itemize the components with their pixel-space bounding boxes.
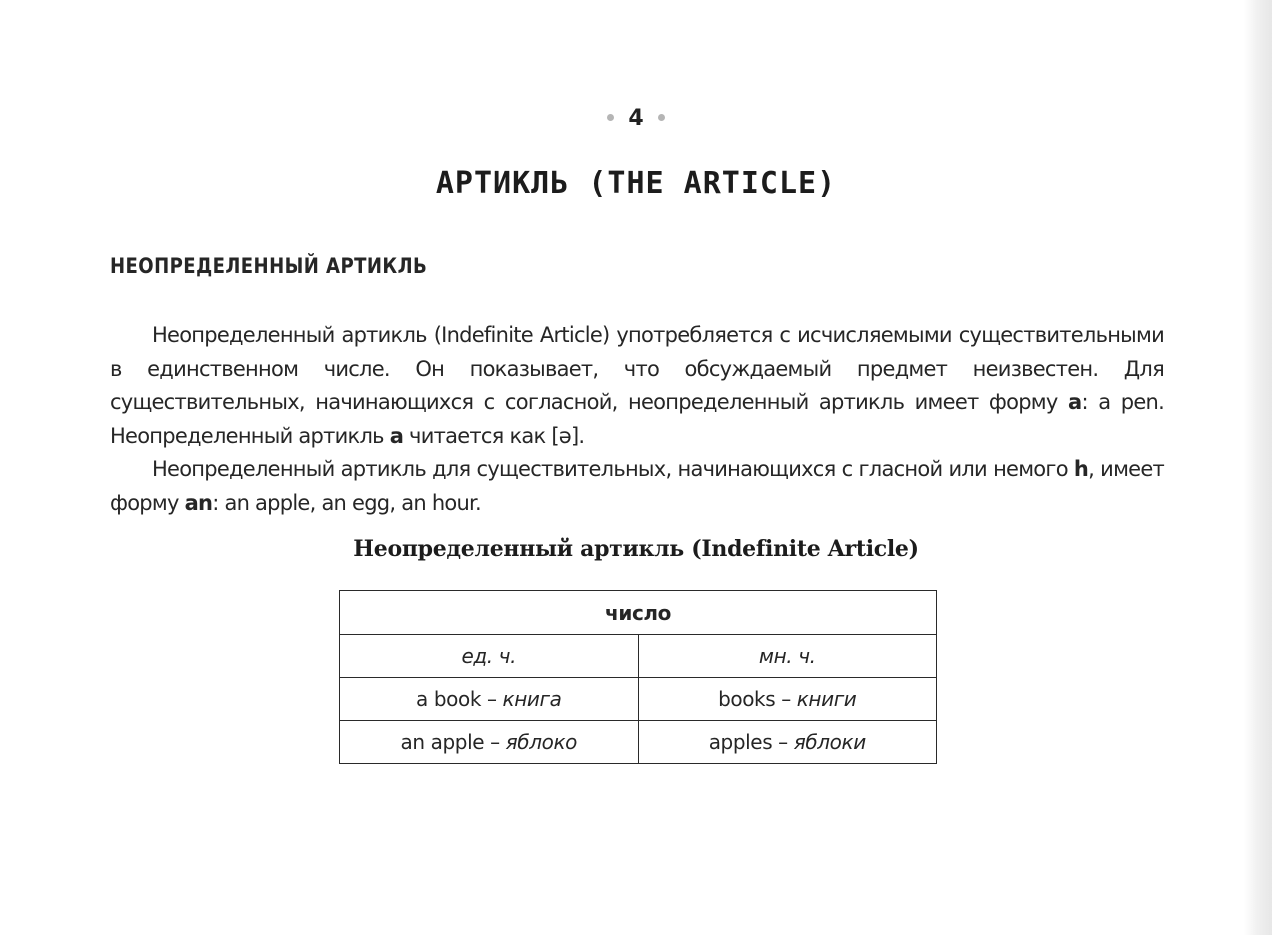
right-dot-ornament (658, 114, 665, 121)
cell-dash: – (775, 687, 797, 711)
chapter-number (0, 106, 1272, 131)
paragraph-2-text: , имеет форму (110, 457, 1164, 515)
table-cell (340, 721, 639, 764)
table-header-number: число (340, 591, 937, 635)
paragraph-2-text: Неопределенный артикль для существительных, начинающихся с гласной или немого (152, 457, 1074, 481)
table-subheader-row (340, 635, 937, 678)
left-dot-ornament (607, 114, 614, 121)
cell-english: a book (416, 687, 482, 711)
table-caption: Неопределенный артикль (Indefinite Article) (353, 536, 919, 562)
table-cell (638, 678, 937, 721)
article-a-bold: a (389, 423, 404, 448)
section-heading: НЕОПРЕДЕЛЕННЫЙ АРТИКЛЬ (110, 254, 428, 278)
cell-dash: – (772, 730, 794, 754)
paragraph-2-text: : an apple, an egg, an hour. (212, 490, 481, 515)
table-row (340, 678, 937, 721)
table-cell (340, 678, 639, 721)
column-plural: мн. ч. (638, 635, 937, 678)
cell-russian: яблоки (793, 730, 866, 754)
chapter-number-text: 4 (628, 106, 644, 131)
paragraph-1-text: : a pen. Неопределенный артикль (110, 390, 1164, 448)
page-edge-shadow (1244, 0, 1272, 935)
paragraph-1-text: читается как [ə]. (403, 423, 585, 448)
table-header-row (340, 591, 937, 635)
cell-english: apples (708, 730, 773, 754)
paragraph-1 (110, 319, 1164, 453)
cell-russian: яблоко (505, 730, 577, 754)
chapter-title: АРТИКЛЬ (THE ARTICLE) (435, 166, 837, 201)
cell-dash: – (481, 687, 503, 711)
cell-russian: книга (502, 687, 562, 711)
paragraph-2 (110, 453, 1164, 520)
body-text (110, 319, 1164, 520)
cell-english: books (718, 687, 776, 711)
indefinite-article-table (339, 590, 937, 764)
cell-english: an apple (400, 730, 485, 754)
table-cell (638, 721, 937, 764)
article-an-bold: an (184, 490, 213, 515)
letter-h-bold: h (1073, 457, 1089, 481)
table-row (340, 721, 937, 764)
article-a-bold: a (1068, 390, 1082, 414)
paragraph-1-text: Неопределенный артикль (Indefinite Article) употребляется с исчисляемыми существительными в единственном числе. Он показывает, что обсуждаемый предмет неизвестен. Для существительных, начинающихся с согласной, неопределенный артикль имеет форму (110, 323, 1164, 414)
cell-dash: – (484, 730, 506, 754)
column-singular: ед. ч. (340, 635, 639, 678)
cell-russian: книги (796, 687, 857, 711)
